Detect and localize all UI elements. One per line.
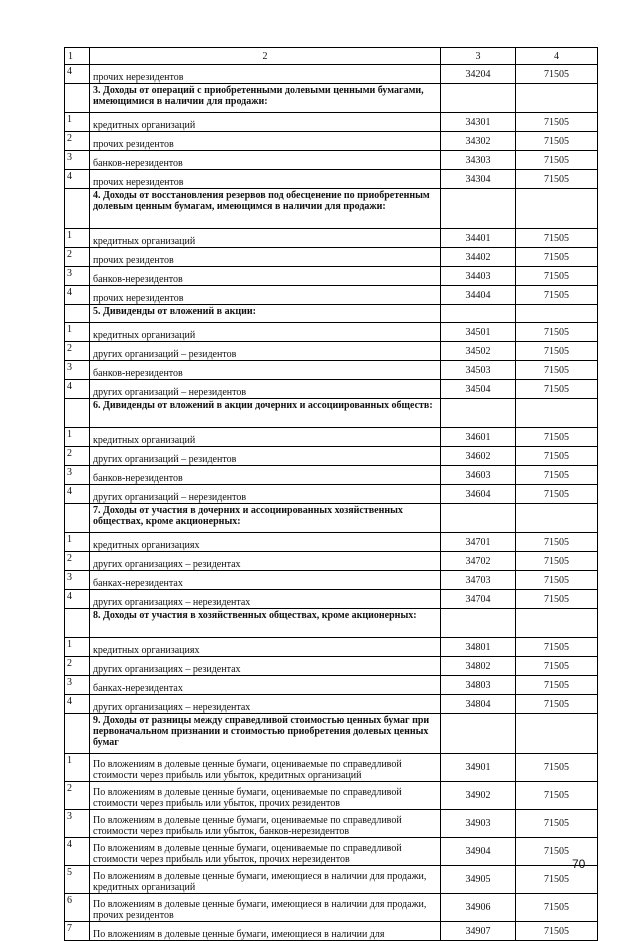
account-number: 71505 [516, 151, 598, 170]
table-body [65, 48, 598, 941]
symbol-code: 34504 [441, 380, 516, 399]
row-description: По вложениям в долевые ценные бумаги, имеющиеся в наличии для продажи, прочих резидентов [90, 894, 441, 922]
row-number: 1 [65, 323, 90, 342]
account-number: 71505 [516, 695, 598, 714]
symbol-code: 34702 [441, 552, 516, 571]
table-row [65, 754, 598, 782]
symbol-code: 34204 [441, 65, 516, 84]
table-row [65, 65, 598, 84]
table-row [65, 248, 598, 267]
account-number: 71505 [516, 638, 598, 657]
account-cell [516, 714, 598, 754]
row-description: По вложениям в долевые ценные бумаги, оцениваемые по справедливой стоимости через прибыль или убыток, банков-нерезидентов [90, 810, 441, 838]
symbol-code: 34904 [441, 838, 516, 866]
symbol-code: 34304 [441, 170, 516, 189]
table-row [65, 894, 598, 922]
row-description: прочих резидентов [90, 248, 441, 267]
row-description: По вложениям в долевые ценные бумаги, оцениваемые по справедливой стоимости через прибыль или убыток, прочих резидентов [90, 782, 441, 810]
code-cell [441, 609, 516, 638]
row-description: других организаций – нерезидентов [90, 485, 441, 504]
page-number: 70 [572, 857, 586, 871]
account-number: 71505 [516, 754, 598, 782]
account-number: 71505 [516, 922, 598, 941]
account-number: 71505 [516, 676, 598, 695]
section-title: 7. Доходы от участия в дочерних и ассоциированных хозяйственных обществах, кроме акционерных: [90, 504, 441, 533]
account-number: 71505 [516, 485, 598, 504]
row-description: других организаций – резидентов [90, 342, 441, 361]
row-description: банках-нерезидентах [90, 571, 441, 590]
header-col-4: 4 [516, 48, 598, 65]
row-number: 6 [65, 894, 90, 922]
row-description: банков-нерезидентов [90, 361, 441, 380]
row-number: 4 [65, 695, 90, 714]
table-row [65, 552, 598, 571]
code-cell [441, 305, 516, 323]
row-description: По вложениям в долевые ценные бумаги, оцениваемые по справедливой стоимости через прибыль или убыток, прочих нерезидентов [90, 838, 441, 866]
account-number: 71505 [516, 466, 598, 485]
account-number: 71505 [516, 229, 598, 248]
row-number [65, 714, 90, 754]
symbol-code: 34907 [441, 922, 516, 941]
symbol-code: 34802 [441, 657, 516, 676]
table-row [65, 380, 598, 399]
row-description: кредитных организаций [90, 428, 441, 447]
table-row [65, 810, 598, 838]
account-number: 71505 [516, 113, 598, 132]
table-row [65, 361, 598, 380]
row-number [65, 305, 90, 323]
section-title: 8. Доходы от участия в хозяйственных обществах, кроме акционерных: [90, 609, 441, 638]
symbol-code: 34502 [441, 342, 516, 361]
row-number: 7 [65, 922, 90, 941]
symbol-code: 34404 [441, 286, 516, 305]
row-number: 2 [65, 782, 90, 810]
row-description: прочих нерезидентов [90, 65, 441, 84]
row-number [65, 504, 90, 533]
header-row [65, 48, 598, 65]
account-cell [516, 399, 598, 428]
table-row [65, 657, 598, 676]
row-number: 2 [65, 552, 90, 571]
row-number: 4 [65, 485, 90, 504]
row-number: 3 [65, 810, 90, 838]
symbol-code: 34303 [441, 151, 516, 170]
account-number: 71505 [516, 361, 598, 380]
account-cell [516, 504, 598, 533]
symbol-code: 34301 [441, 113, 516, 132]
account-number: 71505 [516, 571, 598, 590]
symbol-code: 34903 [441, 810, 516, 838]
row-number: 1 [65, 533, 90, 552]
table-row [65, 286, 598, 305]
code-cell [441, 504, 516, 533]
account-number: 71505 [516, 657, 598, 676]
account-number: 71505 [516, 267, 598, 286]
row-description: прочих резидентов [90, 132, 441, 151]
account-number: 71505 [516, 248, 598, 267]
symbol-code: 34501 [441, 323, 516, 342]
section-row [65, 84, 598, 113]
table-row [65, 323, 598, 342]
row-description: По вложениям в долевые ценные бумаги, имеющиеся в наличии для продажи, кредитных организаций [90, 866, 441, 894]
account-number: 71505 [516, 894, 598, 922]
row-number: 4 [65, 170, 90, 189]
table-row [65, 838, 598, 866]
account-number: 71505 [516, 552, 598, 571]
row-description: других организациях – резидентах [90, 552, 441, 571]
table-row [65, 922, 598, 941]
row-description: По вложениям в долевые ценные бумаги, оцениваемые по справедливой стоимости через прибыль или убыток, кредитных организаций [90, 754, 441, 782]
section-title: 3. Доходы от операций с приобретенными долевыми ценными бумагами, имеющимися в наличии для продажи: [90, 84, 441, 113]
row-number: 1 [65, 754, 90, 782]
account-number: 71505 [516, 810, 598, 838]
symbol-code: 34902 [441, 782, 516, 810]
accounts-table [64, 47, 598, 941]
symbol-code: 34804 [441, 695, 516, 714]
account-number: 71505 [516, 838, 598, 866]
section-title: 9. Доходы от разницы между справедливой стоимостью ценных бумаг при первоначальном признании и стоимостью приобретения долевых ценных бумаг [90, 714, 441, 754]
table-row [65, 590, 598, 609]
account-number: 71505 [516, 782, 598, 810]
row-description: кредитных организаций [90, 229, 441, 248]
table-row [65, 782, 598, 810]
account-number: 71505 [516, 866, 598, 894]
header-col-3: 3 [441, 48, 516, 65]
account-number: 71505 [516, 447, 598, 466]
row-description: других организациях – нерезидентах [90, 695, 441, 714]
row-number: 5 [65, 866, 90, 894]
row-number [65, 609, 90, 638]
table-row [65, 113, 598, 132]
row-number: 2 [65, 248, 90, 267]
row-number: 3 [65, 361, 90, 380]
symbol-code: 34801 [441, 638, 516, 657]
row-number: 1 [65, 638, 90, 657]
row-number: 2 [65, 447, 90, 466]
section-row [65, 189, 598, 229]
account-number: 71505 [516, 380, 598, 399]
code-cell [441, 399, 516, 428]
section-title: 6. Дивиденды от вложений в акции дочерних и ассоциированных обществ: [90, 399, 441, 428]
row-number: 1 [65, 229, 90, 248]
row-description: прочих нерезидентов [90, 286, 441, 305]
section-row [65, 504, 598, 533]
row-description: По вложениям в долевые ценные бумаги, имеющиеся в наличии для [90, 922, 441, 941]
row-number: 1 [65, 113, 90, 132]
account-cell [516, 609, 598, 638]
symbol-code: 34905 [441, 866, 516, 894]
account-number: 71505 [516, 590, 598, 609]
symbol-code: 34302 [441, 132, 516, 151]
table-row [65, 466, 598, 485]
row-number: 2 [65, 342, 90, 361]
section-title: 4. Доходы от восстановления резервов под обесценение по приобретенным долевым ценным бумагам, имеющимся в наличии для продажи: [90, 189, 441, 229]
account-number: 71505 [516, 286, 598, 305]
account-number: 71505 [516, 65, 598, 84]
section-row [65, 714, 598, 754]
table-row [65, 151, 598, 170]
row-description: банков-нерезидентов [90, 466, 441, 485]
symbol-code: 34403 [441, 267, 516, 286]
symbol-code: 34503 [441, 361, 516, 380]
row-description: кредитных организациях [90, 533, 441, 552]
code-cell [441, 189, 516, 229]
account-cell [516, 305, 598, 323]
row-description: кредитных организаций [90, 113, 441, 132]
account-number: 71505 [516, 342, 598, 361]
symbol-code: 34601 [441, 428, 516, 447]
row-number: 3 [65, 676, 90, 695]
section-row [65, 399, 598, 428]
table-row [65, 676, 598, 695]
row-description: прочих нерезидентов [90, 170, 441, 189]
row-number: 1 [65, 428, 90, 447]
symbol-code: 34603 [441, 466, 516, 485]
row-number: 2 [65, 132, 90, 151]
table-row [65, 170, 598, 189]
table-row [65, 638, 598, 657]
section-row [65, 305, 598, 323]
row-number: 3 [65, 267, 90, 286]
row-number [65, 399, 90, 428]
row-description: других организаций – нерезидентов [90, 380, 441, 399]
row-number: 4 [65, 380, 90, 399]
row-description: кредитных организаций [90, 323, 441, 342]
row-number: 4 [65, 838, 90, 866]
row-number: 4 [65, 65, 90, 84]
account-number: 71505 [516, 428, 598, 447]
account-cell [516, 189, 598, 229]
header-col-1: 1 [65, 48, 90, 65]
row-description: других организациях – резидентах [90, 657, 441, 676]
symbol-code: 34701 [441, 533, 516, 552]
row-description: других организациях – нерезидентах [90, 590, 441, 609]
table-row [65, 866, 598, 894]
row-number: 4 [65, 590, 90, 609]
section-title: 5. Дивиденды от вложений в акции: [90, 305, 441, 323]
table-row [65, 342, 598, 361]
row-number [65, 84, 90, 113]
table-row [65, 485, 598, 504]
account-number: 71505 [516, 533, 598, 552]
table-row [65, 428, 598, 447]
row-description: банках-нерезидентах [90, 676, 441, 695]
row-number: 4 [65, 286, 90, 305]
symbol-code: 34401 [441, 229, 516, 248]
row-number: 2 [65, 657, 90, 676]
row-number: 3 [65, 466, 90, 485]
account-cell [516, 84, 598, 113]
table-row [65, 571, 598, 590]
table-row [65, 695, 598, 714]
header-col-2: 2 [90, 48, 441, 65]
row-number: 3 [65, 151, 90, 170]
account-number: 71505 [516, 132, 598, 151]
symbol-code: 34602 [441, 447, 516, 466]
account-number: 71505 [516, 323, 598, 342]
row-number [65, 189, 90, 229]
table-row [65, 132, 598, 151]
section-row [65, 609, 598, 638]
row-description: кредитных организациях [90, 638, 441, 657]
table-row [65, 447, 598, 466]
symbol-code: 34703 [441, 571, 516, 590]
row-description: банков-нерезидентов [90, 267, 441, 286]
table-row [65, 267, 598, 286]
row-description: банков-нерезидентов [90, 151, 441, 170]
symbol-code: 34906 [441, 894, 516, 922]
symbol-code: 34704 [441, 590, 516, 609]
code-cell [441, 714, 516, 754]
symbol-code: 34604 [441, 485, 516, 504]
symbol-code: 34402 [441, 248, 516, 267]
row-number: 3 [65, 571, 90, 590]
row-description: других организаций – резидентов [90, 447, 441, 466]
symbol-code: 34803 [441, 676, 516, 695]
code-cell [441, 84, 516, 113]
account-number: 71505 [516, 170, 598, 189]
symbol-code: 34901 [441, 754, 516, 782]
table-row [65, 229, 598, 248]
table-row [65, 533, 598, 552]
